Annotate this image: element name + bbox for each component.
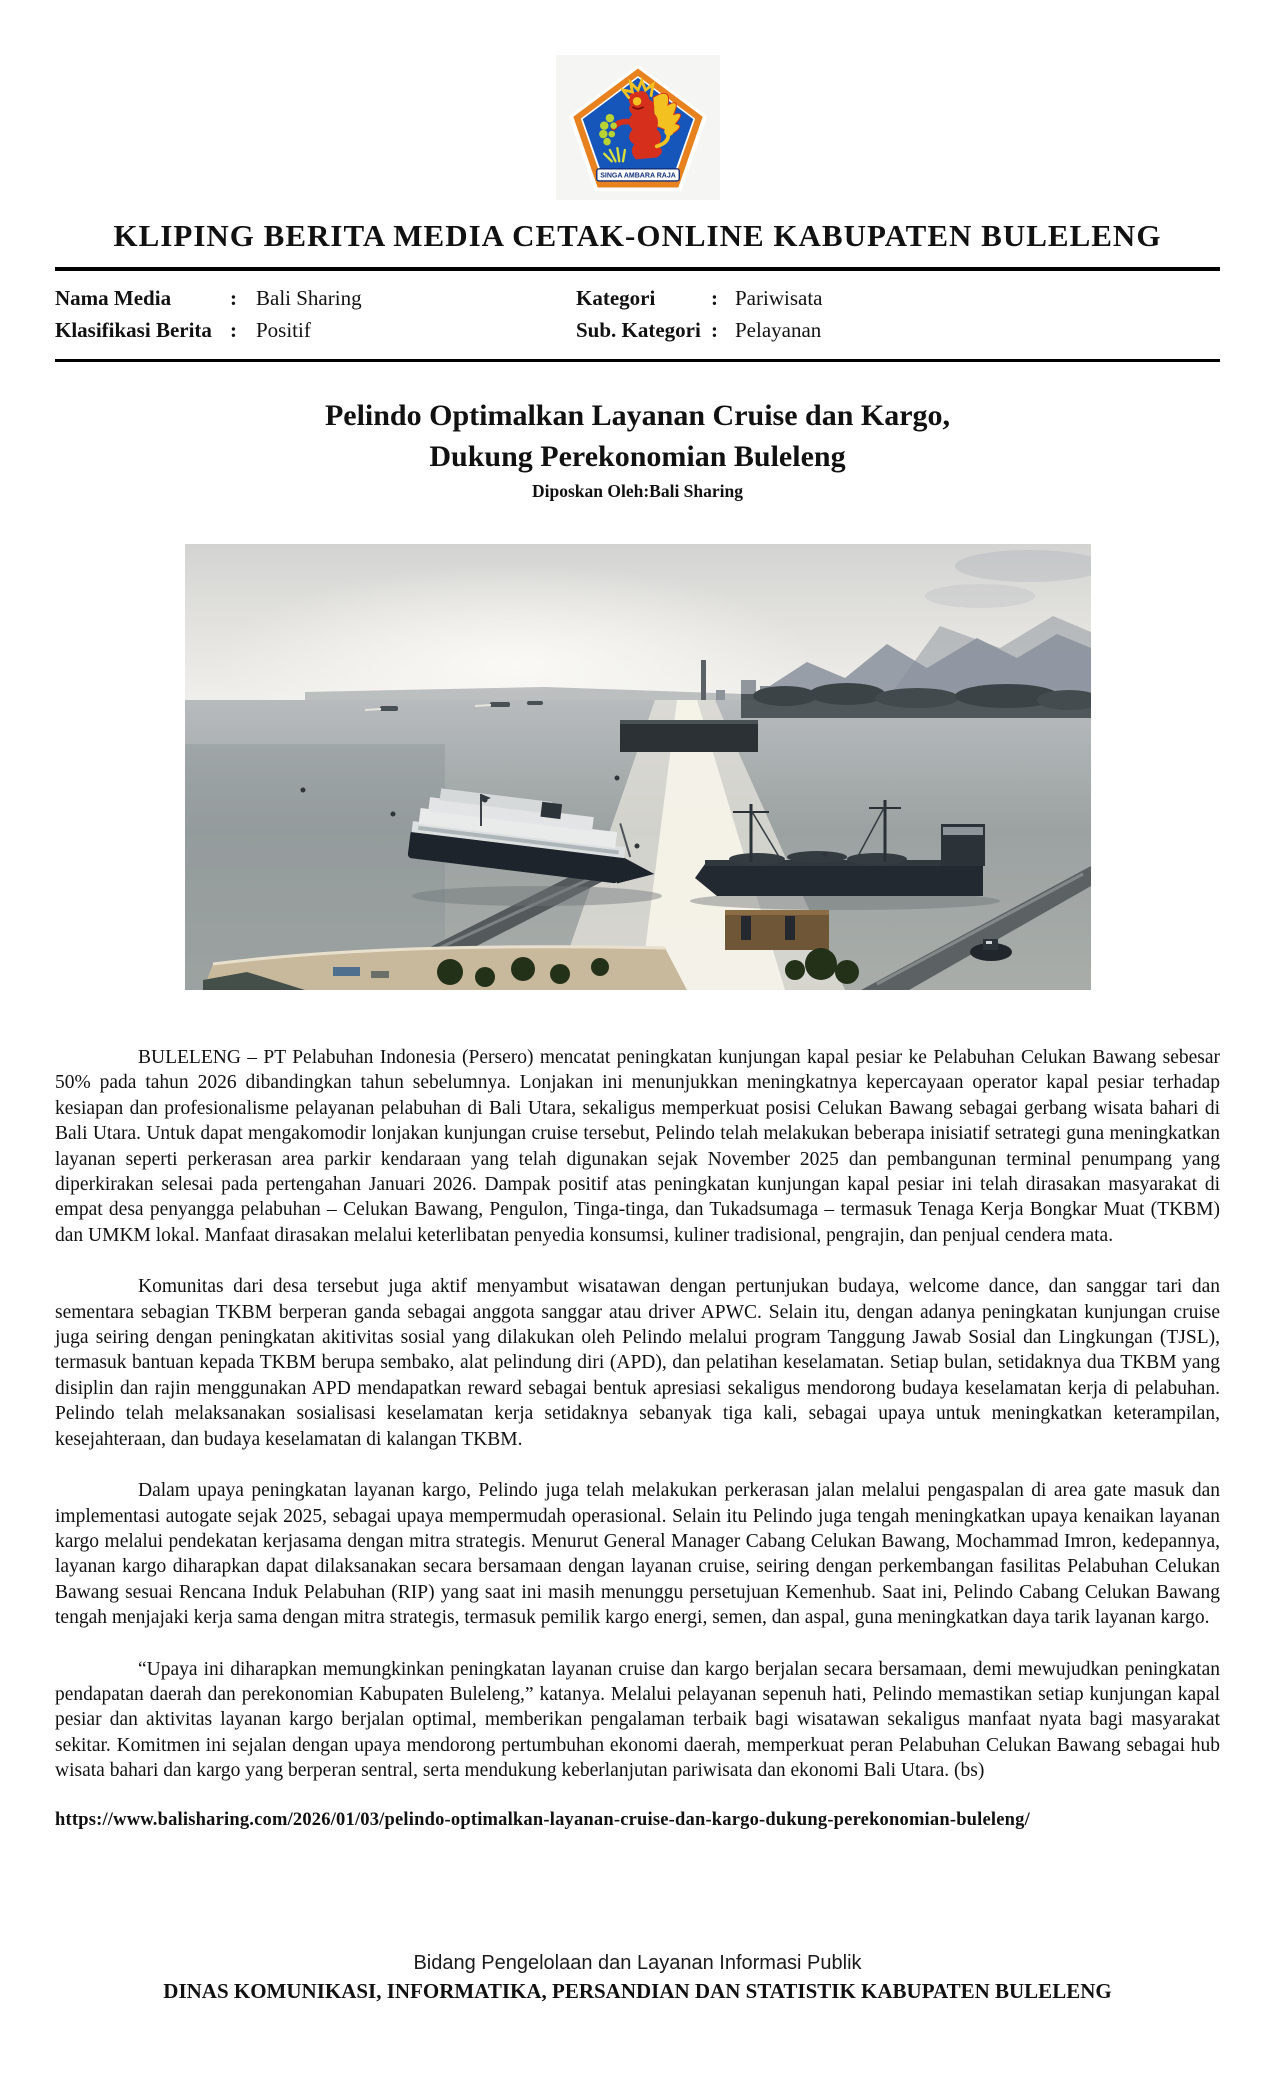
meta-colon: : bbox=[711, 318, 718, 342]
emblem-wrap bbox=[55, 0, 1220, 200]
footer-division: Bidang Pengelolaan dan Layanan Informasi Publik bbox=[413, 1952, 862, 1974]
meta-label-kategori: Kategori bbox=[576, 286, 656, 310]
buleleng-regency-emblem-icon bbox=[563, 59, 713, 197]
article-paragraph: Dalam upaya peningkatan layanan kargo, Pelindo juga telah melakukan perkerasan jalan melalui pengaspalan di area gate masuk dan implementasi autogate sejak 2025, sebagai upaya mempermudah operasional. Selain itu Pelindo juga tengah meningkatkan upaya kenaikan layanan kargo melalui pendekatan kerjasama dengan mitra strategis. Menurut General Manager Cabang Celukan Bawang, Mochammad Imron, kedepannya, layanan kargo diharapkan dapat dilaksanakan secara bersamaan dengan layanan cruise, seiring dengan perkembangan fasilitas Pelabuhan Celukan Bawang sesuai Rencana Induk Pelabuhan (RIP) yang saat ini masih menunggu persetujuan Kemenhub. Saat ini, Pelindo Cabang Celukan Bawang tengah menjajaki kerja sama dengan mitra strategis, termasuk pemilik kargo energi, semen, dan aspal, guna meningkatkan daya tarik layanan kargo. bbox=[55, 1480, 1220, 1629]
meta-colon: : bbox=[711, 286, 718, 310]
photo-shoreline-strip bbox=[741, 683, 1091, 718]
article-paragraph: BULELENG – PT Pelabuhan Indonesia (Persero) mencatat peningkatan kunjungan kapal pesiar ke Pelabuhan Celukan Bawang sebesar 50% pada tahun 2026 dibandingkan tahun sebelumnya. Lonjakan ini menunjukkan meningkatnya kepercayaan operator kapal pesiar terhadap kesiapan dan profesionalisme pelayanan pelabuhan di Bali Utara, sekaligus memperkuat posisi Celukan Bawang sebagai gerbang wisata bahari di Bali Utara. Untuk dapat mengakomodir lonjakan kunjungan cruise tersebut, Pelindo telah melakukan beberapa inisiatif setrategi guna meningkatkan layanan seperti perkerasan area parkir kendaraan yang telah digunakan sejak November 2025 dan pembangunan terminal penumpang yang diperkirakan selesai pada pertengahan Januari 2026. Dampak positif atas peningkatan kunjungan kapal pesiar ini telah dirasakan masyarakat di empat desa penyangga pelabuhan – Celukan Bawang, Pengulon, Tinga-tinga, dan Tukadsumaga – termasuk Tenaga Kerja Bongkar Muat (TKBM) dan UMKM lokal. Manfaat dirasakan melalui keterlibatan penyedia konsumsi, kuliner tradisional, pengrajin, dan penjual cendera mata. bbox=[55, 1047, 1220, 1246]
emblem-motto-text: SINGA AMBARA RAJA bbox=[599, 172, 676, 180]
metadata-row bbox=[55, 311, 1220, 343]
meta-value-klasifikasi: Positif bbox=[256, 318, 311, 342]
article-headline-line1: Pelindo Optimalkan Layanan Cruise dan Kargo, bbox=[324, 399, 951, 432]
meta-value-kategori: Pariwisata bbox=[735, 286, 823, 310]
article-headline bbox=[55, 395, 1220, 477]
meta-label-nama-media: Nama Media bbox=[55, 286, 172, 310]
page-footer bbox=[0, 1952, 1275, 2004]
meta-colon: : bbox=[230, 286, 237, 310]
clipping-title: KLIPING BERITA MEDIA CETAK-ONLINE KABUPATEN BULELENG bbox=[113, 218, 1162, 253]
article-byline: Diposkan Oleh:Bali Sharing bbox=[531, 481, 744, 501]
article-paragraph: Komunitas dari desa tersebut juga aktif menyambut wisatawan dengan pertunjukan budaya, welcome dance, dan sanggar tari dan sementara sebagian TKBM berperan ganda sebagai anggota sanggar atau driver APWC. Selain itu, dengan adanya peningkatan kunjungan cruise juga seiring dengan peningkatan akitivitas sosial yang dilakukan oleh Pelindo melalui program Tanggung Jawab Sosial dan Lingkungan (TJSL), termasuk bantuan kepada TKBM berupa sembako, alat pelindung diri (APD), dan pelatihan keselamatan. Setiap bulan, setidaknya dua TKBM yang disiplin dan rajin menggunakan APD mendapatkan reward sebagai bentuk apresiasi sekaligus mendorong budaya keselamatan kerja di pelabuhan. Pelindo telah melaksanakan sosialisasi keselamatan kerja setidaknya sebanyak tiga kali, sebagai upaya untuk meningkatkan keterampilan, kesejahteraan, dan budaya keselamatan di kalangan TKBM. bbox=[55, 1276, 1220, 1450]
meta-label-sub-kategori: Sub. Kategori bbox=[576, 318, 701, 342]
metadata-table bbox=[55, 267, 1220, 362]
meta-value-sub-kategori: Pelayanan bbox=[735, 318, 822, 342]
footer-agency: DINAS KOMUNIKASI, INFORMATIKA, PERSANDIAN DAN STATISTIK KABUPATEN BULELENG bbox=[163, 1979, 1112, 2003]
meta-colon: : bbox=[230, 318, 237, 342]
emblem-background bbox=[556, 55, 720, 200]
meta-label-klasifikasi: Klasifikasi Berita bbox=[55, 318, 212, 342]
metadata-row bbox=[55, 279, 1220, 311]
article-photo bbox=[185, 544, 1091, 990]
emblem-motto-banner bbox=[596, 168, 679, 180]
article-headline-line2: Dukung Perekonomian Buleleng bbox=[429, 440, 846, 473]
source-url: https://www.balisharing.com/2026/01/03/pelindo-optimalkan-layanan-cruise-dan-kargo-dukung-perekonomian-buleleng/ bbox=[55, 1809, 1030, 1830]
article-paragraph: “Upaya ini diharapkan memungkinkan peningkatan layanan cruise dan kargo berjalan secara bersamaan, demi mewujudkan peningkatan pendapatan daerah dan perekonomian Kabupaten Buleleng,” katanya. Melalui pelayanan sepenuh hati, Pelindo memastikan setiap kunjungan kapal pesiar dan aktivitas layanan kargo berjalan optimal, memberikan pengalaman terbaik bagi wisatawan sekaligus manfaat nyata bagi masyarakat sekitar. Komitmen ini sejalan dengan upaya mendorong pertumbuhan ekonomi daerah, memperkuat peran Pelabuhan Celukan Bawang sebagai hub wisata bahari dan kargo yang berperan sentral, serta mendukung keberlanjutan pariwisata dan ekonomi Bali Utara. (bs) bbox=[55, 1658, 1220, 1782]
photo-barge bbox=[620, 720, 758, 752]
article-body bbox=[55, 1045, 1220, 1784]
photo-pontoon bbox=[725, 910, 829, 950]
meta-value-nama-media: Bali Sharing bbox=[256, 286, 362, 310]
